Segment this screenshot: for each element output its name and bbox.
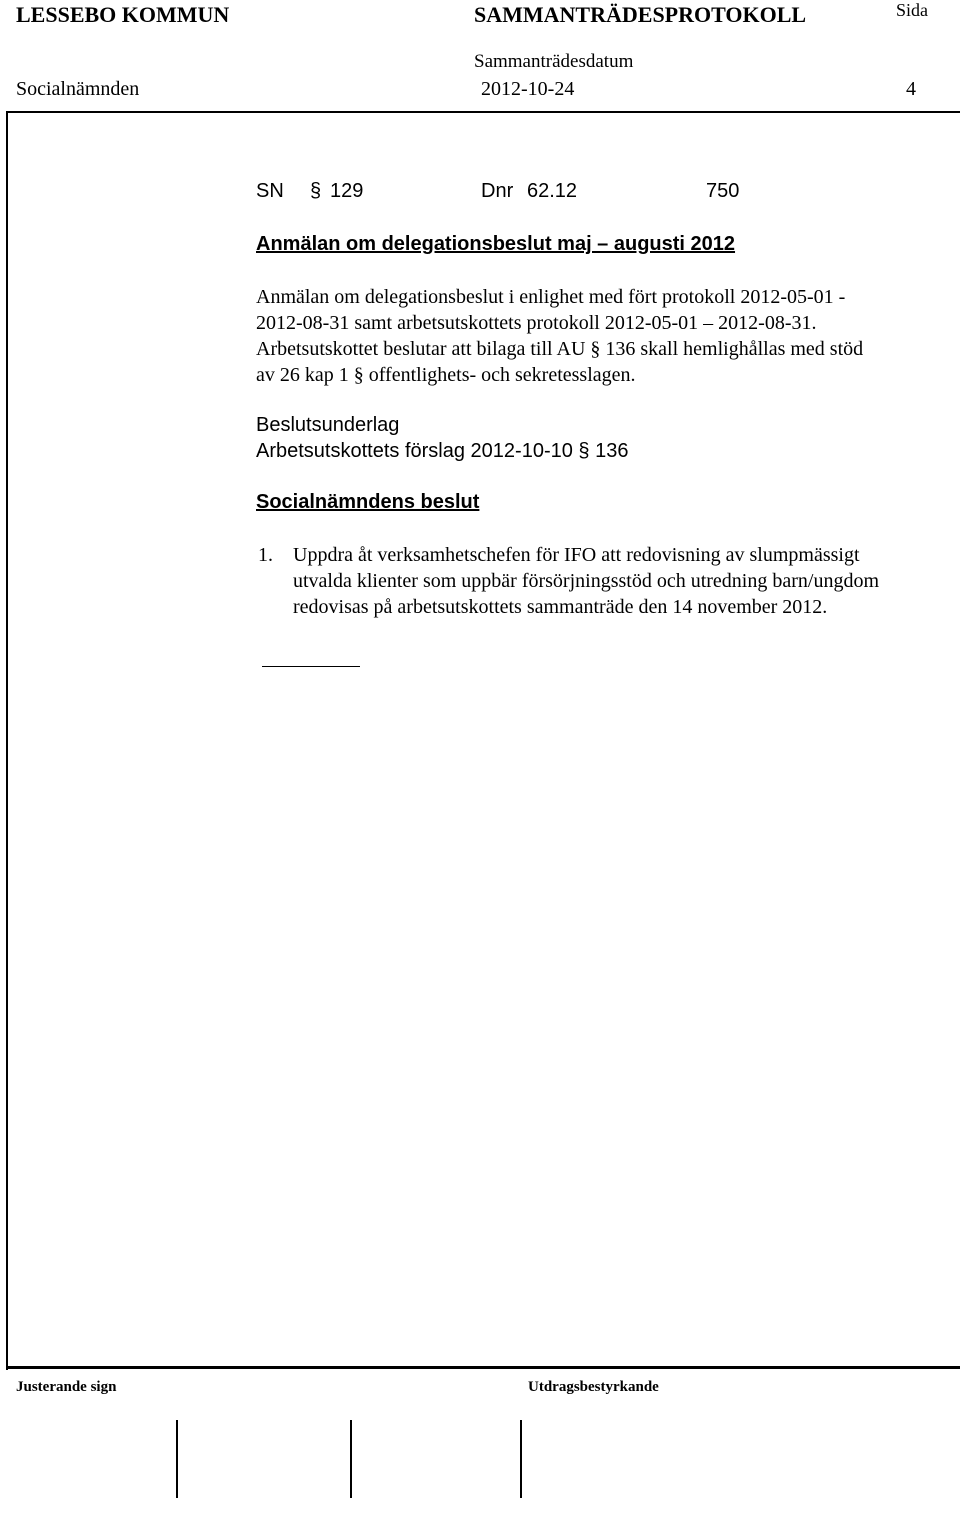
sn-label: SN [256, 180, 284, 202]
footer-rule [6, 1366, 960, 1369]
extract-label: Utdragsbestyrkande [528, 1379, 659, 1395]
dnr-number: 62.12 [527, 180, 578, 202]
basis-text: Arbetsutskottets förslag 2012-10-10 § 136 [256, 440, 629, 462]
header-rule [6, 111, 960, 113]
date-label: Sammanträdesdatum [474, 51, 634, 72]
decision-line: redovisas på arbetsutskottets sammanträde den 14 november 2012. [293, 596, 828, 618]
decision-heading: Socialnämndens beslut [256, 491, 480, 513]
meeting-date: 2012-10-24 [481, 78, 575, 100]
page-number: 4 [906, 78, 916, 100]
decision-line: utvalda klienter som uppbär försörjningsstöd och utredning barn/ungdom [293, 570, 880, 592]
case-code: 750 [706, 180, 740, 202]
decision-line: Uppdra åt verksamhetschefen för IFO att redovisning av slumpmässigt [293, 544, 860, 566]
signature-box-divider [350, 1420, 352, 1498]
page-label: Sida [896, 0, 929, 20]
body-line: 2012-08-31 samt arbetsutskottets protokoll 2012-05-01 – 2012-08-31. [256, 312, 817, 334]
signature-box-divider [176, 1420, 178, 1498]
paragraph-sign: § [310, 180, 322, 202]
doc-type: SAMMANTRÄDESPROTOKOLL [474, 2, 807, 27]
case-title: Anmälan om delegationsbeslut maj – augusti 2012 [256, 233, 736, 255]
left-margin-rule [6, 111, 8, 1370]
body-line: Arbetsutskottet beslutar att bilaga till AU § 136 skall hemlighållas med stöd [256, 338, 864, 360]
end-separator [262, 666, 360, 667]
signature-box-divider [520, 1420, 522, 1498]
body-line: av 26 kap 1 § offentlighets- och sekretesslagen. [256, 364, 636, 386]
committee-name: Socialnämnden [16, 78, 140, 100]
org-name: LESSEBO KOMMUN [16, 2, 230, 27]
paragraph-number: 129 [330, 180, 364, 202]
basis-heading: Beslutsunderlag [256, 414, 400, 436]
decision-number: 1. [258, 544, 273, 566]
body-line: Anmälan om delegationsbeslut i enlighet med fört protokoll 2012-05-01 - [256, 286, 846, 308]
sign-label: Justerande sign [16, 1379, 117, 1395]
dnr-label: Dnr [481, 180, 514, 202]
